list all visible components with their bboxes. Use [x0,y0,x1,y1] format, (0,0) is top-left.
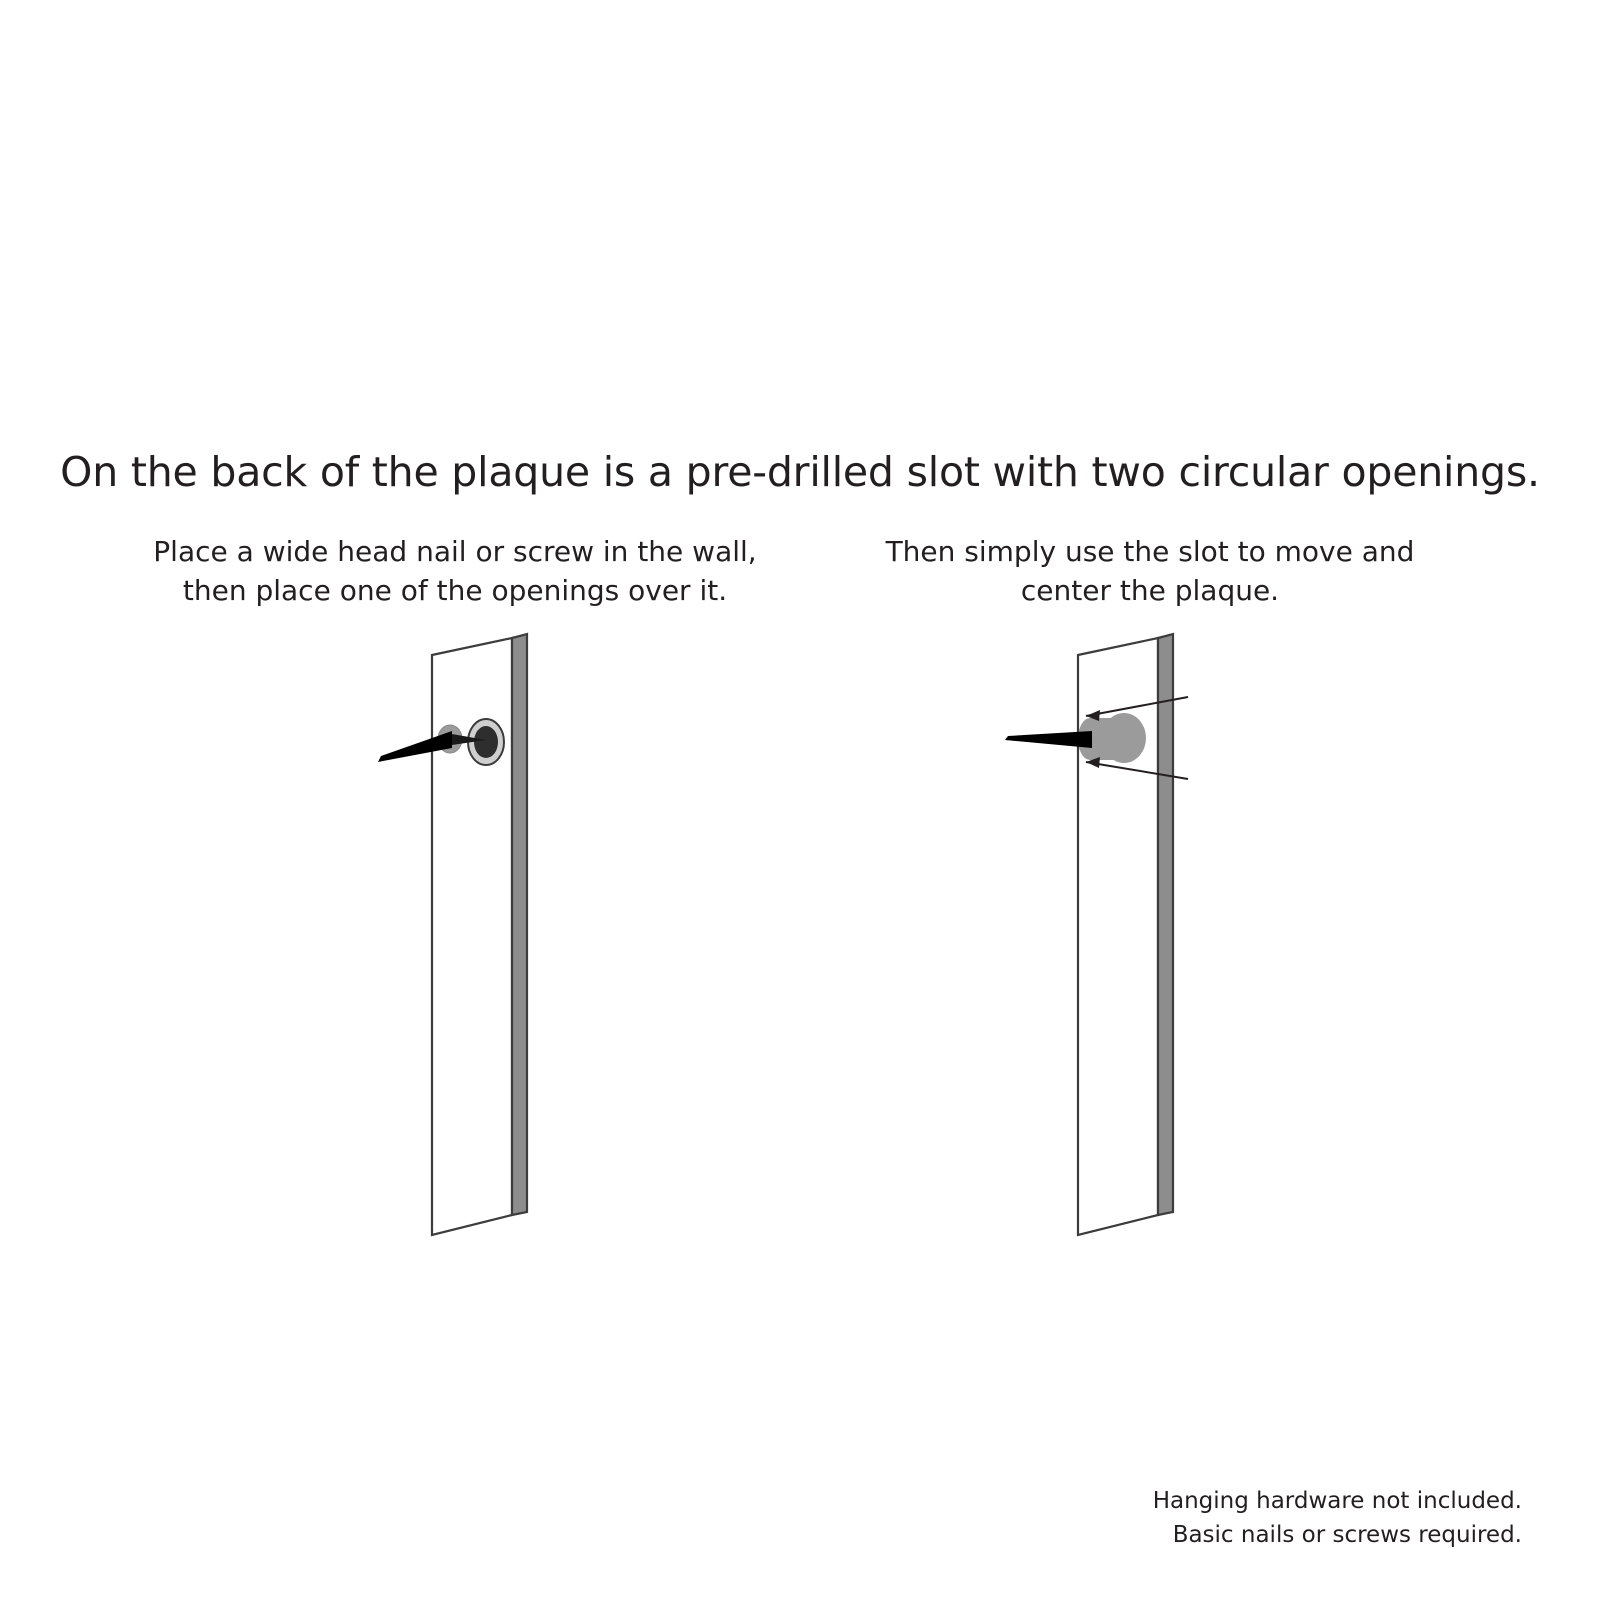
step-right-illustration [1005,634,1188,1235]
step-right-caption-line2: center the plaque. [1020,573,1280,607]
opening-inner-left [474,726,498,758]
page-title: On the back of the plaque is a pre-drilled slot with two circular openings. [60,448,1540,497]
step-left-illustration [378,634,527,1235]
footer-line-2: Basic nails or screws required. [1172,1521,1522,1548]
step-left-caption-line2: then place one of the openings over it. [182,573,728,607]
footer-note [1153,1485,1522,1552]
step-right-caption-line1: Then simply use the slot to move and [885,535,1415,568]
nail-shaft-right [1005,731,1092,748]
plaque-edge-left [512,634,527,1215]
step-left-caption-line1: Place a wide head nail or screw in the wall, [153,535,757,568]
plaque-edge-right [1158,634,1173,1215]
footer-line-1: Hanging hardware not included. [1152,1488,1522,1515]
